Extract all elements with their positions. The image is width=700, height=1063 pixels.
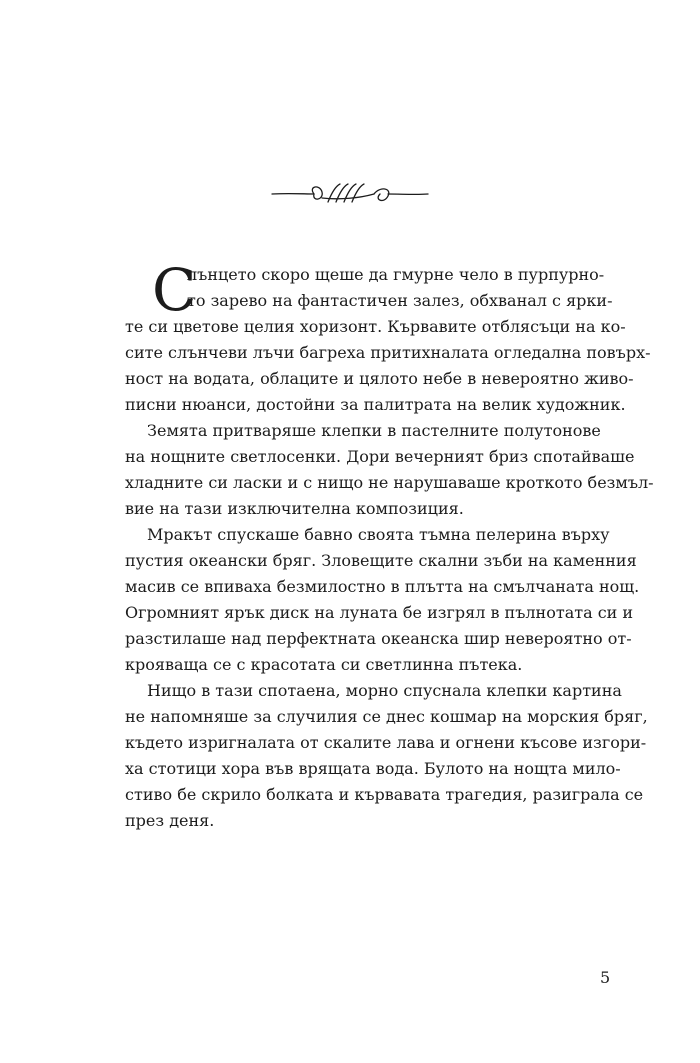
text-line: пустия океански бряг. Зловещите скални зъби на каменния [125,551,637,570]
paragraph-2 [125,418,654,522]
text-line: където изригналата от скалите лава и огнени късове изгори- [125,733,647,752]
body-text [125,256,654,834]
text-line: крояваща се с красотата си светлинна пътека. [125,655,523,674]
text-line: вие на тази изключителна композиция. [125,499,464,518]
text-line: не напомняше за случилия се днес кошмар на морския бряг, [125,707,648,726]
text-line: сите слънчеви лъчи багреха притихналата огледална повърх- [125,343,651,362]
text-line: писни нюанси, достойни за палитрата на велик художник. [125,395,626,414]
text-line: на нощните светлосенки. Дори вечерният бриз спотайваше [125,447,635,466]
drop-cap-letter: С [152,256,197,324]
text-line: масив се впиваха безмилостно в плътта на смълчаната нощ. [125,577,640,596]
page-number: 5 [600,968,611,987]
text-line: хладните си ласки и с нищо не нарушаваше кроткото безмъл- [125,473,654,492]
text-line: Нищо в тази спотаена, морно спуснала клепки картина [147,681,622,700]
paragraph-3 [125,522,640,678]
text-line: лънцето скоро щеше да гмурне чело в пурпурно- [187,265,605,284]
paragraph-1 [125,256,651,418]
text-line: Земята притваряше клепки в пастелните полутонове [147,421,601,440]
text-line: ха стотици хора във врящата вода. Булото на нощта мило- [125,759,621,778]
flourish-ornament-icon [270,176,430,212]
text-line: то зарево на фантастичен залез, обхванал с ярки- [187,291,613,310]
text-line: през деня. [125,811,215,830]
text-line: разстилаше над перфектната океанска шир невероятно от- [125,629,632,648]
text-line: стиво бе скрило болката и кървавата трагедия, разиграла се [125,785,644,804]
paragraph-4 [125,678,648,834]
text-line: ност на водата, облаците и цялото небе в невероятно живо- [125,369,634,388]
text-line: Огромният ярък диск на луната бе изгрял в пълнотата си и [125,603,634,622]
text-line: Мракът спускаше бавно своята тъмна пелерина върху [147,525,610,544]
text-line: те си цветове целия хоризонт. Кървавите отблясъци на ко- [125,317,626,336]
